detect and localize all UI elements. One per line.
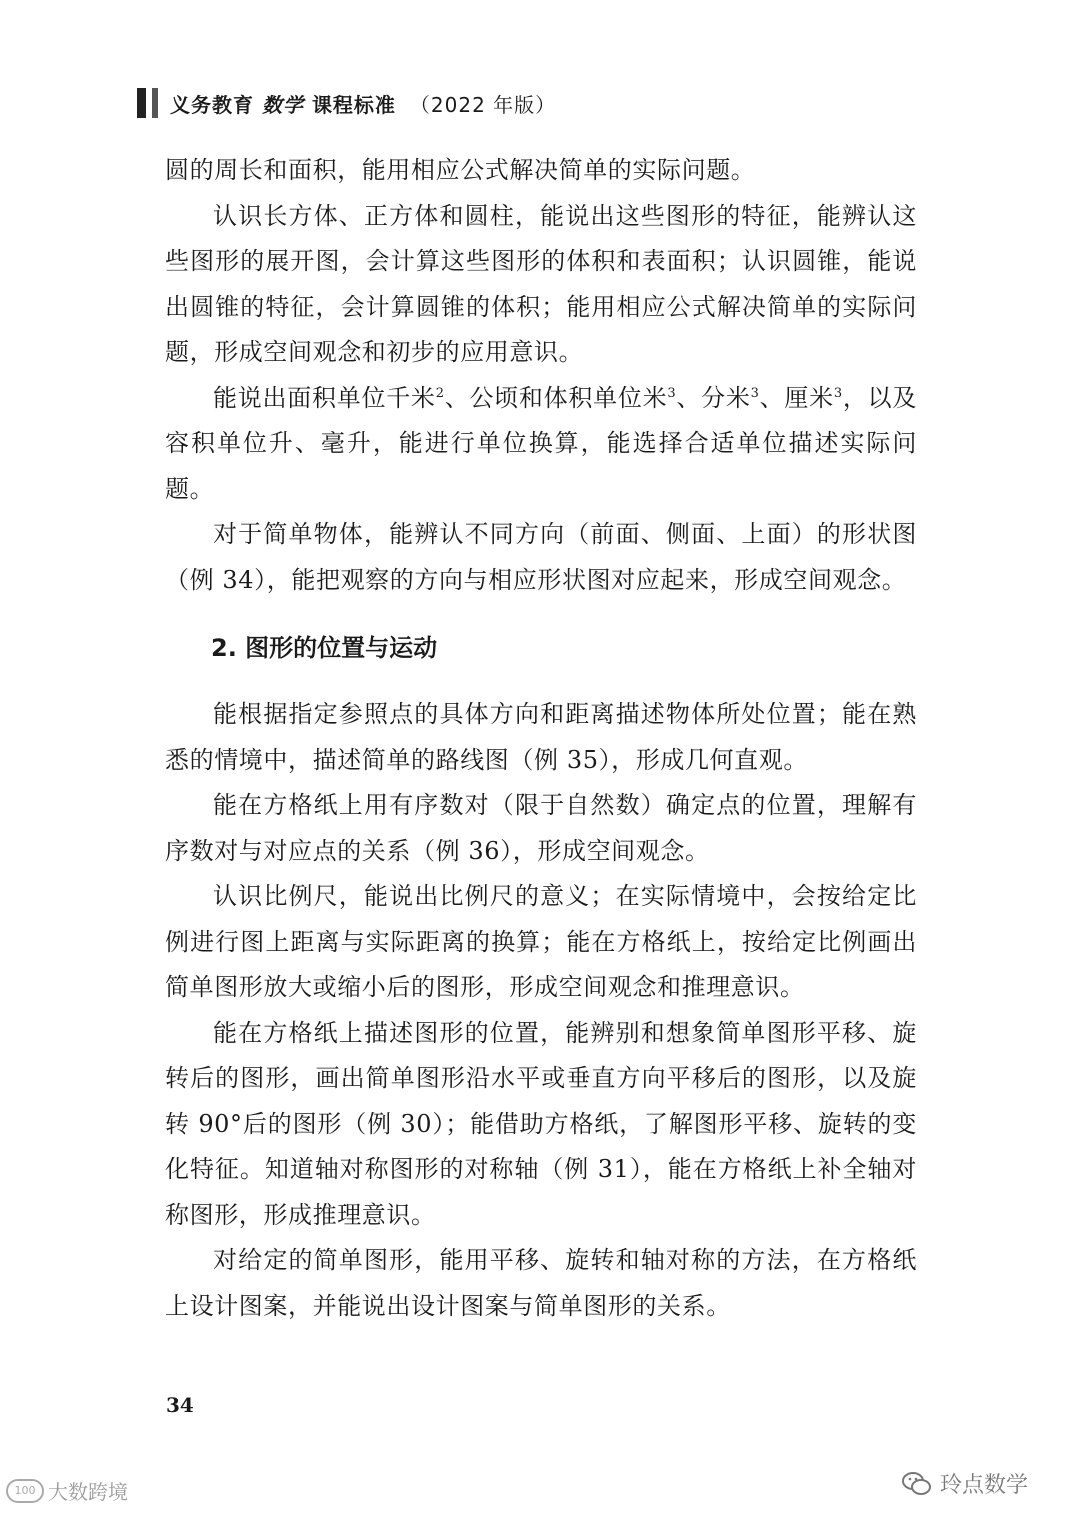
paragraph-units: 能说出面积单位千米$^2$、公顷和体积单位米$^3$、分米$^3$、厘米$^3$，以及容积单位升、毫升，能进行单位换算，能选择合适单位描述实际问题。 <box>165 383 917 503</box>
header-decoration <box>137 88 158 118</box>
paragraph: 认识比例尺，能说出比例尺的意义；在实际情境中，会按给定比例进行图上距离与实际距离的换算；能在方格纸上，按给定比例画出简单图形放大或缩小后的图形，形成空间观念和推理意识。 <box>165 882 917 1001</box>
paragraph: 圆的周长和面积，能用相应公式解决简单的实际问题。 <box>165 156 756 184</box>
paragraph: 能在方格纸上描述图形的位置，能辨别和想象简单图形平移、旋转后的图形，画出简单图形沿水平或垂直方向平移后的图形，以及旋转 90°后的图形（例 30）；能借助方格纸，了解图形平移、旋转的变化特征。知道轴对称图形的对称轴（例 31），能在方格纸上补全轴对称图形，形成推理意识。 <box>165 1018 917 1229</box>
header-edition: （2022 年版） <box>409 92 557 117</box>
page-body <box>165 148 917 1329</box>
header-book-title: 义务教育 <box>170 92 254 117</box>
wechat-icon <box>902 1471 932 1497</box>
paragraph: 能根据指定参照点的具体方向和距离描述物体所处位置；能在熟悉的情境中，描述简单的路线图（例 35），形成几何直观。 <box>165 700 917 774</box>
watermark-left-text: 大数跨境 <box>48 1480 128 1504</box>
watermark-left <box>6 1476 128 1505</box>
page-number: 34 <box>166 1393 194 1417</box>
paragraph: 对于简单物体，能辨认不同方向（前面、侧面、上面）的形状图（例 34），能把观察的方向与相应形状图对应起来，形成空间观念。 <box>165 520 917 594</box>
running-header <box>137 86 556 120</box>
watermark-logo-icon: 100 <box>6 1479 44 1503</box>
header-title <box>170 89 556 118</box>
paragraph: 对给定的简单图形，能用平移、旋转和轴对称的方法，在方格纸上设计图案，并能说出设计图案与简单图形的关系。 <box>165 1246 917 1320</box>
paragraph: 能在方格纸上用有序数对（限于自然数）确定点的位置，理解有序数对与对应点的关系（例 36），形成空间观念。 <box>165 791 917 865</box>
header-doc-type: 课程标准 <box>311 92 396 117</box>
header-subject: 数学 <box>261 92 304 117</box>
section-heading: 2. 图形的位置与运动 <box>211 634 438 662</box>
watermark-right-text: 玲点数学 <box>940 1473 1029 1498</box>
paragraph: 认识长方体、正方体和圆柱，能说出这些图形的特征，能辨认这些图形的展开图，会计算这些图形的体积和表面积；认识圆锥，能说出圆锥的特征，会计算圆锥的体积；能用相应公式解决简单的实际问题，形成空间观念和初步的应用意识。 <box>165 201 917 366</box>
watermark-right <box>902 1468 1028 1499</box>
